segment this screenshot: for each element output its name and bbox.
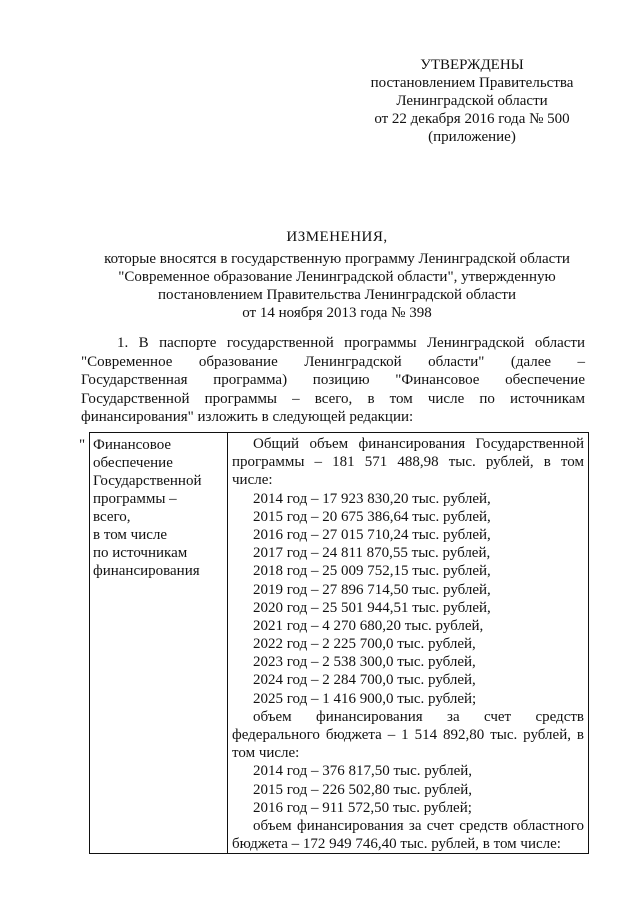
paragraph-line: финансирования" изложить в следующей редакции: bbox=[81, 409, 414, 425]
title-line: которые вносятся в государственную программу Ленинградской области bbox=[104, 251, 570, 267]
title-line: от 14 ноября 2013 года № 398 bbox=[242, 305, 432, 321]
total-year-line: 2015 год – 20 675 386,64 тыс. рублей, bbox=[253, 508, 491, 525]
total-intro-line: программы – 181 571 488,98 тыс. рублей, в том bbox=[232, 454, 584, 471]
approval-line: постановлением Правительства bbox=[370, 75, 574, 91]
total-year-line: 2017 год – 24 811 870,55 тыс. рублей, bbox=[253, 545, 491, 562]
paragraph-line: "Современное образование Ленинградской области" (далее – bbox=[81, 353, 585, 370]
regional-intro-line: объем финансирования за счет средств областного bbox=[253, 817, 584, 834]
approval-line: от 22 декабря 2016 года № 500 bbox=[374, 111, 570, 127]
position-label-cell bbox=[90, 433, 228, 854]
total-year-line: 2016 год – 27 015 710,24 тыс. рублей, bbox=[253, 526, 491, 543]
title-line: "Современное образование Ленинградской области", утвержденную bbox=[118, 269, 556, 285]
federal-year-line: 2014 год – 376 817,50 тыс. рублей, bbox=[253, 763, 473, 780]
total-year-line: 2024 год – 2 284 700,0 тыс. рублей, bbox=[253, 672, 476, 689]
document-title bbox=[60, 228, 614, 322]
label-line: в том числе bbox=[93, 527, 168, 543]
label-line: по источникам bbox=[93, 545, 188, 561]
total-intro-line: числе: bbox=[232, 472, 273, 489]
federal-year-line: 2016 год – 911 572,50 тыс. рублей; bbox=[253, 799, 472, 816]
total-year-line: 2019 год – 27 896 714,50 тыс. рублей, bbox=[253, 581, 491, 598]
total-year-line: 2023 год – 2 538 300,0 тыс. рублей, bbox=[253, 654, 476, 671]
approval-stamp bbox=[352, 56, 592, 146]
financing-details-cell bbox=[228, 433, 589, 854]
title-line: постановлением Правительства Ленинградской области bbox=[158, 287, 516, 303]
paragraph-line: 1. В паспорте государственной программы Ленинградской области bbox=[117, 335, 585, 351]
label-line: Государственной bbox=[93, 473, 202, 489]
label-line: программы – bbox=[93, 491, 177, 507]
label-line: обеспечение bbox=[93, 455, 173, 471]
federal-year-line: 2015 год – 226 502,80 тыс. рублей, bbox=[253, 781, 473, 798]
total-year-line: 2025 год – 1 416 900,0 тыс. рублей; bbox=[253, 690, 477, 707]
total-year-line: 2022 год – 2 225 700,0 тыс. рублей, bbox=[253, 636, 476, 653]
total-year-line: 2014 год – 17 923 830,20 тыс. рублей, bbox=[253, 490, 491, 507]
label-line: финансирования bbox=[93, 563, 200, 579]
total-year-line: 2018 год – 25 009 752,15 тыс. рублей, bbox=[253, 563, 491, 580]
total-year-line: 2020 год – 25 501 944,51 тыс. рублей, bbox=[253, 599, 491, 616]
federal-intro-line: том числе: bbox=[232, 745, 300, 762]
total-intro-line: Общий объем финансирования Государственной bbox=[253, 436, 584, 452]
label-line: всего, bbox=[93, 509, 131, 525]
body-paragraph bbox=[81, 334, 585, 427]
approval-line: (приложение) bbox=[428, 129, 516, 145]
table-row bbox=[90, 433, 589, 854]
financing-table bbox=[89, 432, 589, 854]
title-heading: ИЗМЕНЕНИЯ, bbox=[286, 229, 388, 245]
approval-line: Ленинградской области bbox=[396, 93, 548, 109]
paragraph-line: Государственной программы – всего, в том числе по источникам bbox=[81, 390, 585, 407]
paragraph-line: Государственная программа) позицию "Финансовое обеспечение bbox=[81, 372, 585, 388]
total-year-line: 2021 год – 4 270 680,20 тыс. рублей, bbox=[253, 617, 484, 634]
federal-intro-line: федерального бюджета – 1 514 892,80 тыс. рублей, в bbox=[232, 727, 584, 743]
opening-quote: " bbox=[79, 437, 86, 453]
label-line: Финансовое bbox=[93, 437, 172, 453]
federal-intro-line: объем финансирования за счет средств bbox=[253, 708, 584, 725]
regional-intro-line: бюджета – 172 949 746,40 тыс. рублей, в том числе: bbox=[232, 836, 561, 853]
approval-line: УТВЕРЖДЕНЫ bbox=[420, 57, 524, 73]
